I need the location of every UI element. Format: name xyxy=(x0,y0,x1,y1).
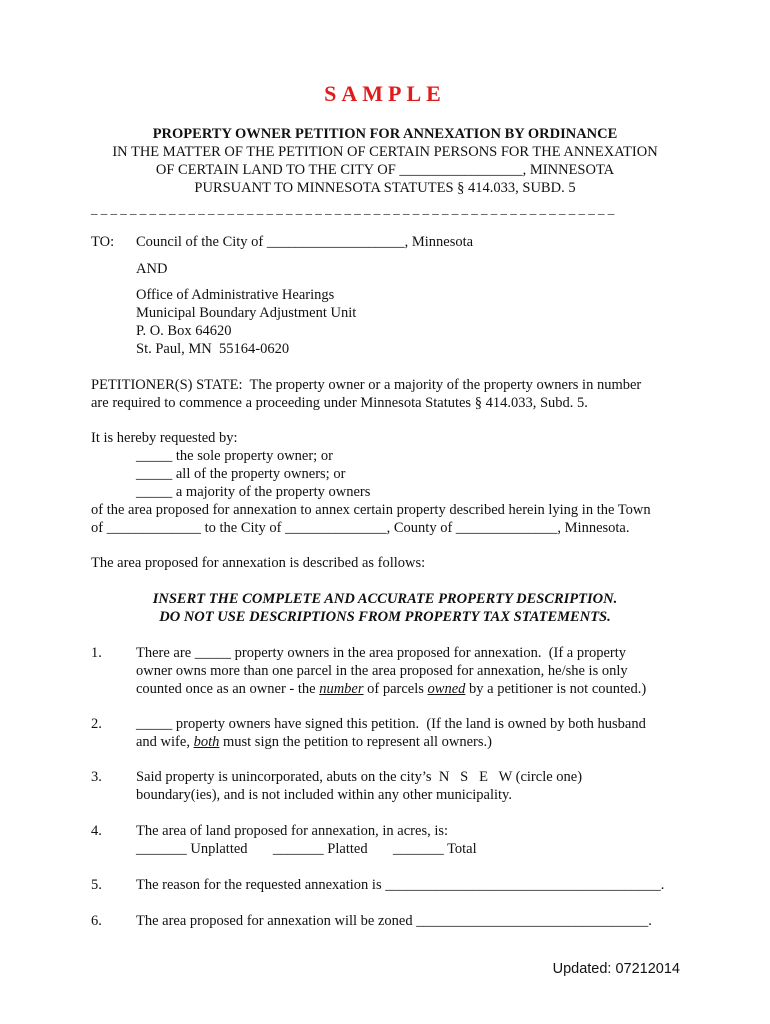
item-number: 5. xyxy=(91,877,102,893)
item-4-acreage-fields: _______ Unplatted _______ Platted _______ Total xyxy=(136,841,477,857)
description-instruction: INSERT THE COMPLETE AND ACCURATE PROPERTY DESCRIPTION. xyxy=(152,591,618,607)
request-option: _____ a majority of the property owners xyxy=(136,484,371,500)
item-1-text-part: counted once as an owner - the xyxy=(136,681,320,697)
heading-line-2: IN THE MATTER OF THE PETITION OF CERTAIN PERSONS FOR THE ANNEXATION xyxy=(112,144,658,160)
item-4-text: The area of land proposed for annexation, in acres, is: xyxy=(136,823,449,839)
item-3-text: boundary(ies), and is not included within any other municipality. xyxy=(136,787,512,803)
item-5-text: The reason for the requested annexation is ______________________________________. xyxy=(136,877,665,893)
item-2-text-part: must sign the petition to represent all owners.) xyxy=(219,734,492,750)
request-line: of _____________ to the City of ______________, County of ______________, Minnesota. xyxy=(91,520,630,536)
item-1-text xyxy=(136,680,646,698)
emphasis-both: both xyxy=(193,734,220,750)
item-1-text: owner owns more than one parcel in the area proposed for annexation, he/she is only xyxy=(136,663,628,679)
council-line: Council of the City of ___________________, Minnesota xyxy=(136,234,474,250)
request-intro: It is hereby requested by: xyxy=(91,430,238,446)
item-number: 1. xyxy=(91,645,102,661)
petitioners-statement: PETITIONER(S) STATE: The property owner or a majority of the property owners in number xyxy=(91,377,642,393)
description-instruction: DO NOT USE DESCRIPTIONS FROM PROPERTY TAX STATEMENTS. xyxy=(159,609,611,625)
request-option: _____ all of the property owners; or xyxy=(136,466,346,482)
separator-line: _ _ _ _ _ _ _ _ _ _ _ _ _ _ _ _ _ _ _ _ _ _ _ _ _ _ _ _ _ _ _ _ _ _ _ _ _ _ _ _ _ _ _ _ _ _ _ _ _ _ _ _ _ _ xyxy=(91,201,615,216)
item-1-text-part: by a petitioner is not counted.) xyxy=(465,681,647,697)
emphasis-number: number xyxy=(319,681,364,697)
item-number: 2. xyxy=(91,716,102,732)
heading-line-4: PURSUANT TO MINNESOTA STATUTES § 414.033, SUBD. 5 xyxy=(194,180,576,196)
item-3-text: Said property is unincorporated, abuts on the city’s N S E W (circle one) xyxy=(136,769,583,785)
item-6-text: The area proposed for annexation will be zoned ________________________________. xyxy=(136,913,652,929)
description-intro: The area proposed for annexation is described as follows: xyxy=(91,555,426,571)
to-label: TO: xyxy=(91,234,115,250)
item-2-text-part: and wife, xyxy=(136,734,194,750)
item-number: 3. xyxy=(91,769,102,785)
address-line: P. O. Box 64620 xyxy=(136,323,232,339)
emphasis-owned: owned xyxy=(427,681,466,697)
address-line: Municipal Boundary Adjustment Unit xyxy=(136,305,357,321)
request-line: of the area proposed for annexation to annex certain property described herein lying in the Town xyxy=(91,502,651,518)
item-number: 6. xyxy=(91,913,102,929)
document-title: PROPERTY OWNER PETITION FOR ANNEXATION BY ORDINANCE xyxy=(152,126,618,142)
and-label: AND xyxy=(136,261,168,277)
petitioners-statement: are required to commence a proceeding under Minnesota Statutes § 414.033, Subd. 5. xyxy=(91,395,588,411)
item-number: 4. xyxy=(91,823,102,839)
heading-line-3: OF CERTAIN LAND TO THE CITY OF _________________, MINNESOTA xyxy=(155,162,615,178)
item-2-text xyxy=(136,733,492,751)
item-1-text-part: of parcels xyxy=(363,681,428,697)
sample-watermark-heading: SAMPLE xyxy=(324,81,446,106)
address-line: St. Paul, MN 55164-0620 xyxy=(136,341,290,357)
item-2-text: _____ property owners have signed this petition. (If the land is owned by both husband xyxy=(136,716,646,732)
updated-date: Updated: 07212014 xyxy=(552,961,680,977)
request-option: _____ the sole property owner; or xyxy=(136,448,333,464)
item-1-text: There are _____ property owners in the area proposed for annexation. (If a property xyxy=(136,645,626,661)
address-line: Office of Administrative Hearings xyxy=(136,287,335,303)
